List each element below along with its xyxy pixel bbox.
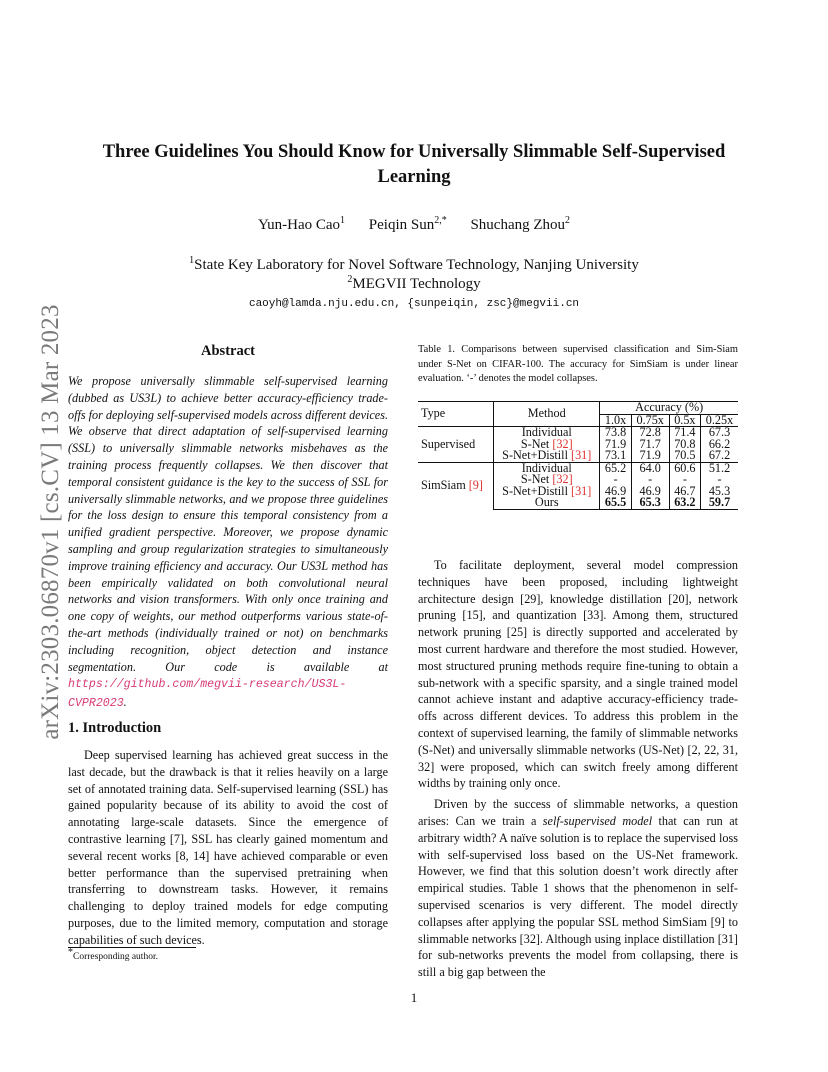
paragraph: To facilitate deployment, several model compression techniques have been proposed, including lightweight architecture design [29], knowledge distillation [20], network pruning [15], and quantization [33]. Among them, structured network pruning [25] is directly supported and accelerated by most current hardware and therefore the most studied. However, most structured pruning methods require fine-tuning to obtain a sub-network with a specific sparsity, and a single trained model cannot achieve instant and adaptive accuracy-efficiency trade-offs across different devices. To address this problem in the context of supervised learning, the family of slimmable networks (S-Net) and universally slimmable networks (US-Net) [2, 22, 31, 32] were proposed, which can switch freely among different widths by training only once.	[418, 558, 738, 791]
cell: 65.2	[600, 462, 631, 474]
row-method: S-Net [32]	[494, 474, 600, 486]
header-accuracy: Accuracy (%)	[600, 402, 738, 415]
table-caption: Table 1. Comparisons between supervised classification and Sim-Siam under S-Net on CIFAR-100. The accuracy for SimSiam is under linear evaluation. ‘-’ denotes the model collapses.	[418, 344, 738, 385]
author-list	[60, 217, 768, 234]
cell: 65.3	[631, 497, 669, 509]
paper-title	[60, 140, 768, 190]
affiliation-2: $^2$MEGVII Technology	[347, 274, 481, 292]
right-column-text	[418, 557, 738, 985]
cell: 70.5	[669, 450, 700, 462]
row-method: Individual	[494, 427, 600, 439]
cell: 46.9	[631, 486, 669, 498]
cell: -	[631, 474, 669, 486]
header-width: 0.5x	[669, 414, 700, 427]
cell: 45.3	[701, 486, 739, 498]
row-method: Ours	[494, 497, 600, 509]
cell: 59.7	[701, 497, 739, 509]
cell: 67.3	[701, 427, 739, 439]
abstract-heading: Abstract	[201, 343, 255, 359]
author-2: Peiqin Sun$^{2,*}$	[368, 215, 447, 233]
cell: 72.8	[631, 427, 669, 439]
author-1: Yun-Hao Cao$^1$	[257, 215, 346, 233]
row-method: Individual	[494, 462, 600, 474]
cell: 51.2	[701, 462, 739, 474]
cell: -	[701, 474, 739, 486]
cell: 71.9	[631, 450, 669, 462]
cell: 63.2	[669, 497, 700, 509]
row-type: SimSiam [9]	[418, 462, 494, 509]
header-width: 1.0x	[600, 414, 631, 427]
cell: 73.8	[600, 427, 631, 439]
arxiv-identifier: arXiv:2303.06870v1 [cs.CV] 13 Mar 2023	[37, 304, 64, 740]
cell: 71.4	[669, 427, 700, 439]
cell: 65.5	[600, 497, 631, 509]
introduction-text: Deep supervised learning has achieved great success in the last decade, but the drawback is that it relies heavily on a large set of annotated training data. Self-supervised learning (SSL) has gained popularity because of its ability to avoid the cost of annotating large-scale datasets. Since the emergence of contrastive learning [7], SSL has clearly gained momentum and several recent works [8, 14] have achieved comparable or even better performance than the supervised pretraining when transferring to downstream tasks. However, it remains challenging to deploy trained models for edge computing purposes, due to the limited memory, computation and storage capabilities of such devices.	[68, 748, 388, 947]
header-method: Method	[494, 402, 600, 427]
cell: 73.1	[600, 450, 631, 462]
header-width: 0.25x	[701, 414, 739, 427]
row-type: Supervised	[418, 427, 494, 463]
cell: 70.8	[669, 439, 700, 451]
row-method: S-Net+Distill [31]	[494, 450, 600, 462]
cell: 71.9	[600, 439, 631, 451]
title-line-1: Three Guidelines You Should Know for Universally Slimmable Self-Supervised	[102, 142, 726, 162]
cell: 60.6	[669, 462, 700, 474]
author-3: Shuchang Zhou$^2$	[470, 215, 571, 233]
footnote-rule	[68, 947, 196, 948]
row-method: S-Net [32]	[494, 439, 600, 451]
page-number: 1	[410, 990, 418, 1005]
cell: 46.9	[600, 486, 631, 498]
code-link[interactable]: https://github.com/megvii-research/US3L-CVPR2023	[68, 678, 347, 711]
author-emails: caoyh@lamda.nju.edu.cn, {sunpeiqin, zsc}@megvii.cn	[248, 298, 580, 310]
cell: 71.7	[631, 439, 669, 451]
affiliation-1: $^1$State Key Laboratory for Novel Software Technology, Nanjing University	[189, 255, 639, 273]
section-heading-introduction: 1. Introduction	[68, 720, 162, 736]
cell: 46.7	[669, 486, 700, 498]
row-method: S-Net+Distill [31]	[494, 486, 600, 498]
header-type: Type	[418, 402, 494, 427]
arxiv-sidebar	[34, 282, 68, 762]
footnote: *Corresponding author.	[68, 946, 158, 962]
cell: 64.0	[631, 462, 669, 474]
header-width: 0.75x	[631, 414, 669, 427]
results-table	[418, 401, 738, 510]
title-line-2: Learning	[377, 167, 451, 187]
table-row	[418, 462, 738, 474]
abstract-text: We propose universally slimmable self-supervised learning (dubbed as US3L) to achieve better accuracy-efficiency trade-offs for deploying self-supervised models across different devices. We observe that direct adaptation of self-supervised learning (SSL) to universally slimmable networks misbehaves as the training process frequently collapses. We then discover that temporal consistent guidance is the key to the success of SSL for universally slimmable networks, and we propose three guidelines for the loss design to ensure this temporal consistency from a unified gradient perspective. Moreover, we propose dynamic sampling and group regularization strategies to simultaneously improve training efficiency and accuracy. Our US3L method has been empirically validated on both convolutional neural networks and vision transformers. With only once training and one copy of weights, our method outperforms various state-of-the-art methods (individually trained or not) on benchmarks including recognition, object detection and instance segmentation. Our code is available at https://github.com/megvii-research/US3L-CVPR2023.	[68, 374, 388, 711]
cell: 66.2	[701, 439, 739, 451]
cell: -	[600, 474, 631, 486]
paragraph: Driven by the success of slimmable networks, a question arises: Can we train a self-supervised model that can run at arbitrary width? A naïve solution is to replace the supervised loss with self-supervised loss based on the US-Net framework. However, we find that this solution doesn’t work directly after empirical studies. Table 1 shows that the phenomenon in self-supervised scenarios is very different. The model directly collapses after applying the popular SSL method SimSiam [9] to slimmable networks [32]. Although using inplace distillation [31] for sub-networks prevents the model from collapsing, there is still a big gap between the	[418, 797, 738, 980]
cell: 67.2	[701, 450, 739, 462]
cell: -	[669, 474, 700, 486]
